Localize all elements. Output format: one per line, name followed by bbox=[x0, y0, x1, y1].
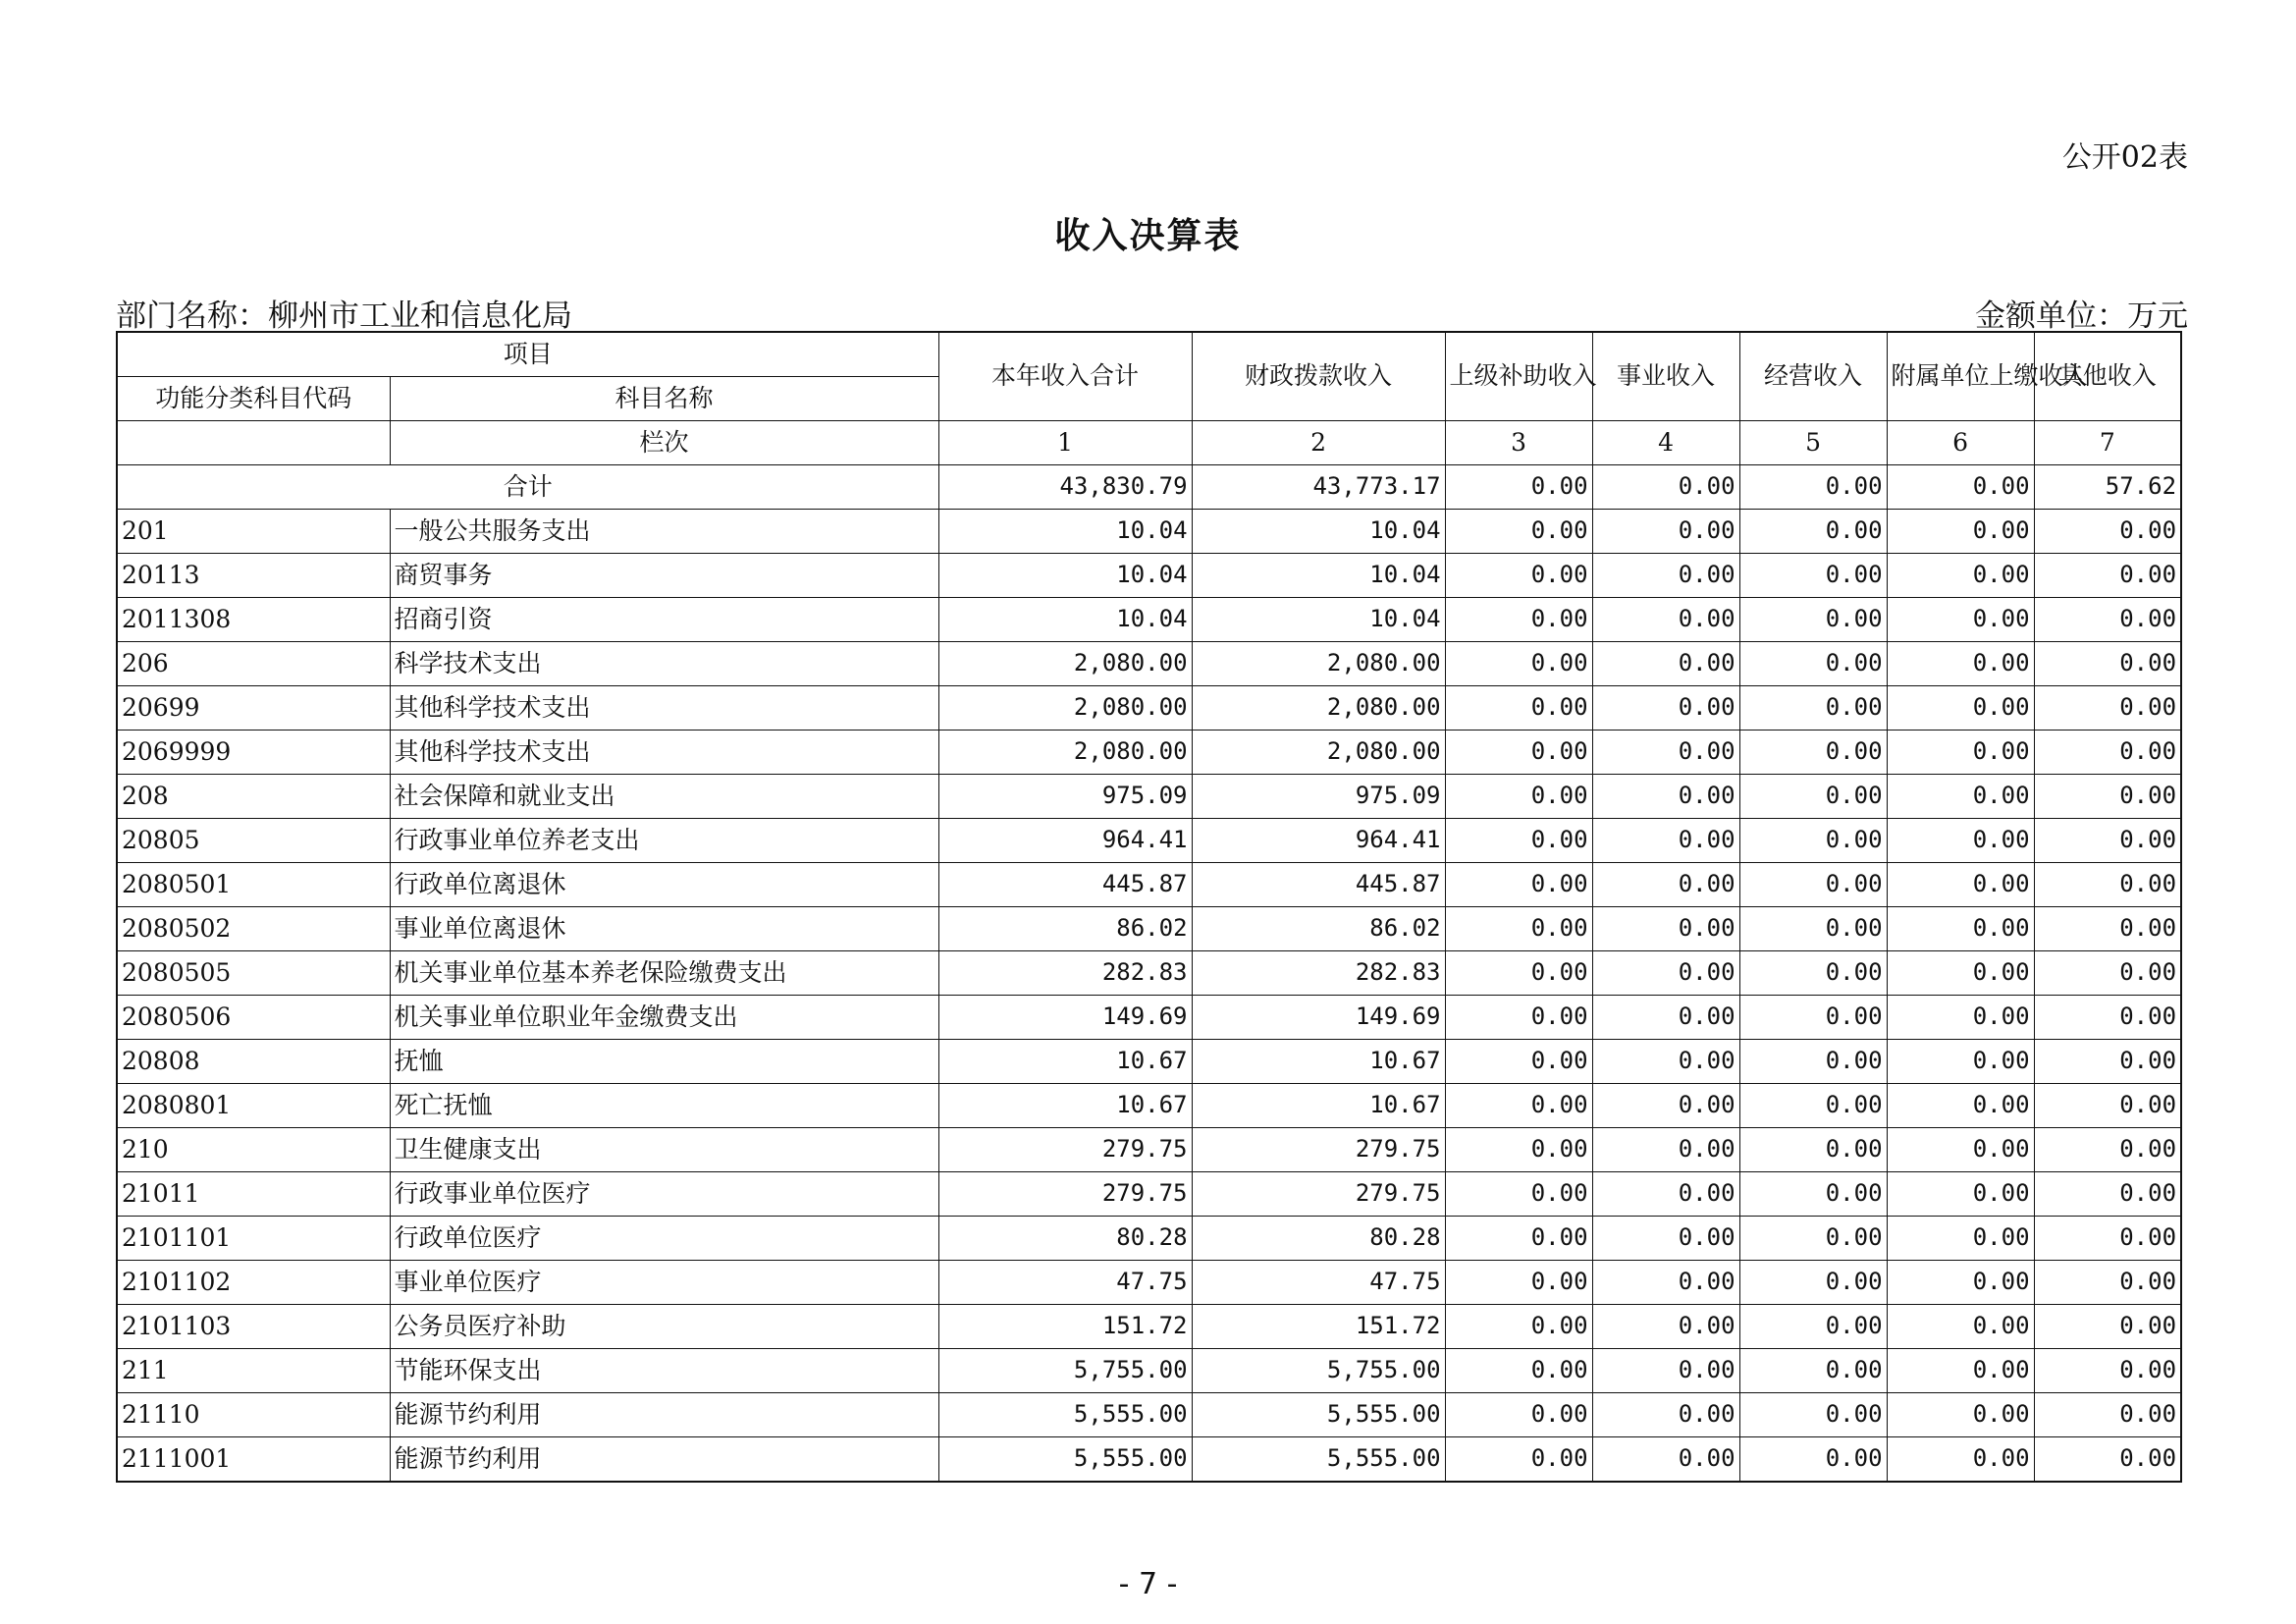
column-index-7: 7 bbox=[2034, 421, 2181, 465]
header-total-income: 本年收入合计 bbox=[938, 332, 1192, 421]
subject-name: 其他科学技术支出 bbox=[390, 731, 938, 775]
amount-cell: 0.00 bbox=[1445, 642, 1592, 686]
amount-cell: 2,080.00 bbox=[938, 642, 1192, 686]
table-row bbox=[117, 951, 2181, 996]
subject-name: 抚恤 bbox=[390, 1040, 938, 1084]
amount-cell: 0.00 bbox=[1739, 907, 1887, 951]
column-index-4: 4 bbox=[1592, 421, 1739, 465]
table-row bbox=[117, 1305, 2181, 1349]
subject-name: 行政单位离退休 bbox=[390, 863, 938, 907]
amount-cell: 0.00 bbox=[1887, 1217, 2034, 1261]
header-operating: 经营收入 bbox=[1739, 332, 1887, 421]
amount-cell: 10.67 bbox=[1192, 1084, 1445, 1128]
amount-cell: 0.00 bbox=[1739, 686, 1887, 731]
amount-cell: 0.00 bbox=[1592, 907, 1739, 951]
amount-cell: 0.00 bbox=[2034, 1349, 2181, 1393]
amount-cell: 0.00 bbox=[1445, 907, 1592, 951]
amount-cell: 0.00 bbox=[2034, 686, 2181, 731]
amount-cell: 0.00 bbox=[1887, 1172, 2034, 1217]
amount-cell: 10.04 bbox=[938, 554, 1192, 598]
header-code: 功能分类科目代码 bbox=[117, 377, 390, 421]
amount-cell: 0.00 bbox=[1739, 951, 1887, 996]
column-index-row bbox=[117, 421, 2181, 465]
amount-cell: 0.00 bbox=[1445, 1128, 1592, 1172]
amount-cell: 0.00 bbox=[1739, 510, 1887, 554]
amount-cell: 47.75 bbox=[938, 1261, 1192, 1305]
amount-cell: 0.00 bbox=[1739, 554, 1887, 598]
amount-cell: 0.00 bbox=[1887, 1305, 2034, 1349]
header-fiscal: 财政拨款收入 bbox=[1192, 332, 1445, 421]
amount-cell: 149.69 bbox=[938, 996, 1192, 1040]
amount-cell: 0.00 bbox=[2034, 996, 2181, 1040]
amount-cell: 0.00 bbox=[1887, 1040, 2034, 1084]
amount-cell: 0.00 bbox=[2034, 1261, 2181, 1305]
subject-code: 2080506 bbox=[117, 996, 390, 1040]
amount-cell: 279.75 bbox=[1192, 1128, 1445, 1172]
amount-cell: 0.00 bbox=[1887, 951, 2034, 996]
amount-cell: 0.00 bbox=[1739, 1040, 1887, 1084]
amount-cell: 0.00 bbox=[1739, 819, 1887, 863]
total-label: 合计 bbox=[117, 465, 938, 510]
header-other: 其他收入 bbox=[2034, 332, 2181, 421]
total-value: 57.62 bbox=[2034, 465, 2181, 510]
amount-cell: 0.00 bbox=[1592, 863, 1739, 907]
subject-name: 科学技术支出 bbox=[390, 642, 938, 686]
page-number: - 7 - bbox=[1118, 1567, 1178, 1601]
amount-cell: 2,080.00 bbox=[938, 731, 1192, 775]
amount-cell: 0.00 bbox=[1739, 642, 1887, 686]
subject-code: 21110 bbox=[117, 1393, 390, 1437]
amount-cell: 0.00 bbox=[1592, 731, 1739, 775]
amount-cell: 5,555.00 bbox=[938, 1393, 1192, 1437]
amount-cell: 0.00 bbox=[1592, 1128, 1739, 1172]
amount-cell: 0.00 bbox=[1887, 1437, 2034, 1483]
subject-code: 2111001 bbox=[117, 1437, 390, 1483]
amount-cell: 0.00 bbox=[1887, 775, 2034, 819]
amount-cell: 445.87 bbox=[1192, 863, 1445, 907]
subject-code: 21011 bbox=[117, 1172, 390, 1217]
subject-code: 2080502 bbox=[117, 907, 390, 951]
subject-name: 机关事业单位基本养老保险缴费支出 bbox=[390, 951, 938, 996]
amount-cell: 0.00 bbox=[1739, 1172, 1887, 1217]
table-row bbox=[117, 510, 2181, 554]
subject-name: 能源节约利用 bbox=[390, 1437, 938, 1483]
amount-cell: 279.75 bbox=[1192, 1172, 1445, 1217]
subject-name: 死亡抚恤 bbox=[390, 1084, 938, 1128]
header-business: 事业收入 bbox=[1592, 332, 1739, 421]
amount-cell: 0.00 bbox=[1739, 1305, 1887, 1349]
amount-cell: 0.00 bbox=[2034, 1305, 2181, 1349]
subject-code: 2080801 bbox=[117, 1084, 390, 1128]
amount-cell: 10.67 bbox=[938, 1084, 1192, 1128]
amount-cell: 0.00 bbox=[1592, 1305, 1739, 1349]
amount-cell: 151.72 bbox=[938, 1305, 1192, 1349]
amount-cell: 0.00 bbox=[1445, 1040, 1592, 1084]
amount-cell: 0.00 bbox=[2034, 1437, 2181, 1483]
amount-cell: 0.00 bbox=[2034, 951, 2181, 996]
amount-cell: 0.00 bbox=[1887, 1261, 2034, 1305]
amount-cell: 0.00 bbox=[2034, 1084, 2181, 1128]
table-row bbox=[117, 642, 2181, 686]
header-row-1 bbox=[117, 332, 2181, 377]
amount-cell: 0.00 bbox=[2034, 642, 2181, 686]
amount-cell: 0.00 bbox=[1739, 1261, 1887, 1305]
amount-cell: 0.00 bbox=[1739, 1084, 1887, 1128]
amount-cell: 0.00 bbox=[2034, 1172, 2181, 1217]
amount-cell: 0.00 bbox=[1592, 951, 1739, 996]
amount-cell: 0.00 bbox=[1445, 1305, 1592, 1349]
table-row bbox=[117, 775, 2181, 819]
table-row bbox=[117, 554, 2181, 598]
amount-cell: 5,555.00 bbox=[938, 1437, 1192, 1483]
amount-cell: 0.00 bbox=[2034, 554, 2181, 598]
amount-cell: 0.00 bbox=[2034, 598, 2181, 642]
amount-cell: 445.87 bbox=[938, 863, 1192, 907]
amount-cell: 0.00 bbox=[1445, 775, 1592, 819]
amount-cell: 0.00 bbox=[2034, 1393, 2181, 1437]
subject-code: 2101103 bbox=[117, 1305, 390, 1349]
amount-cell: 0.00 bbox=[2034, 863, 2181, 907]
total-value: 0.00 bbox=[1592, 465, 1739, 510]
table-row bbox=[117, 1437, 2181, 1483]
subject-code: 2011308 bbox=[117, 598, 390, 642]
subject-name: 公务员医疗补助 bbox=[390, 1305, 938, 1349]
subject-code: 208 bbox=[117, 775, 390, 819]
table-row bbox=[117, 1128, 2181, 1172]
amount-cell: 0.00 bbox=[1887, 863, 2034, 907]
header-affiliated: 附属单位上缴收入 bbox=[1887, 332, 2034, 421]
amount-cell: 2,080.00 bbox=[1192, 731, 1445, 775]
subject-code: 2101101 bbox=[117, 1217, 390, 1261]
total-value: 0.00 bbox=[1739, 465, 1887, 510]
amount-cell: 0.00 bbox=[1592, 510, 1739, 554]
table-row bbox=[117, 1172, 2181, 1217]
subject-name: 能源节约利用 bbox=[390, 1393, 938, 1437]
amount-cell: 0.00 bbox=[1887, 510, 2034, 554]
amount-cell: 0.00 bbox=[1887, 1128, 2034, 1172]
amount-cell: 0.00 bbox=[1887, 731, 2034, 775]
amount-cell: 10.04 bbox=[1192, 598, 1445, 642]
subject-name: 行政单位医疗 bbox=[390, 1217, 938, 1261]
subject-name: 社会保障和就业支出 bbox=[390, 775, 938, 819]
amount-cell: 0.00 bbox=[1887, 554, 2034, 598]
amount-cell: 0.00 bbox=[1445, 686, 1592, 731]
amount-cell: 0.00 bbox=[1445, 1217, 1592, 1261]
amount-cell: 10.04 bbox=[938, 598, 1192, 642]
table-row bbox=[117, 1349, 2181, 1393]
amount-cell: 0.00 bbox=[1592, 554, 1739, 598]
column-index-empty bbox=[117, 421, 390, 465]
amount-cell: 0.00 bbox=[1592, 598, 1739, 642]
total-value: 43,773.17 bbox=[1192, 465, 1445, 510]
amount-cell: 0.00 bbox=[1445, 1437, 1592, 1483]
amount-cell: 0.00 bbox=[1887, 907, 2034, 951]
subject-code: 2080505 bbox=[117, 951, 390, 996]
subject-name: 节能环保支出 bbox=[390, 1349, 938, 1393]
amount-cell: 0.00 bbox=[1445, 951, 1592, 996]
subject-name: 一般公共服务支出 bbox=[390, 510, 938, 554]
amount-cell: 975.09 bbox=[938, 775, 1192, 819]
amount-cell: 80.28 bbox=[938, 1217, 1192, 1261]
table-row bbox=[117, 1261, 2181, 1305]
amount-cell: 975.09 bbox=[1192, 775, 1445, 819]
table-row bbox=[117, 1040, 2181, 1084]
subject-name: 招商引资 bbox=[390, 598, 938, 642]
subject-code: 20699 bbox=[117, 686, 390, 731]
subject-name: 机关事业单位职业年金缴费支出 bbox=[390, 996, 938, 1040]
table-row bbox=[117, 863, 2181, 907]
amount-cell: 0.00 bbox=[1739, 775, 1887, 819]
subject-code: 20808 bbox=[117, 1040, 390, 1084]
amount-cell: 0.00 bbox=[1445, 1172, 1592, 1217]
amount-cell: 0.00 bbox=[1887, 1393, 2034, 1437]
page-title: 收入决算表 bbox=[1054, 216, 1242, 256]
amount-cell: 0.00 bbox=[1887, 996, 2034, 1040]
amount-cell: 0.00 bbox=[1887, 1084, 2034, 1128]
department-name: 部门名称：柳州市工业和信息化局 bbox=[116, 298, 572, 334]
subject-code: 20113 bbox=[117, 554, 390, 598]
amount-cell: 0.00 bbox=[1592, 1349, 1739, 1393]
amount-cell: 0.00 bbox=[1592, 819, 1739, 863]
amount-cell: 0.00 bbox=[1592, 1393, 1739, 1437]
amount-cell: 0.00 bbox=[1739, 731, 1887, 775]
amount-cell: 0.00 bbox=[1739, 863, 1887, 907]
table-row bbox=[117, 686, 2181, 731]
amount-cell: 0.00 bbox=[2034, 1128, 2181, 1172]
amount-unit: 金额单位：万元 bbox=[1975, 298, 2188, 334]
total-value: 0.00 bbox=[1887, 465, 2034, 510]
subject-name: 行政事业单位医疗 bbox=[390, 1172, 938, 1217]
amount-cell: 0.00 bbox=[1592, 1437, 1739, 1483]
total-value: 0.00 bbox=[1445, 465, 1592, 510]
table-row bbox=[117, 1217, 2181, 1261]
amount-cell: 0.00 bbox=[1592, 642, 1739, 686]
table-row bbox=[117, 996, 2181, 1040]
amount-cell: 10.04 bbox=[1192, 510, 1445, 554]
subject-name: 行政事业单位养老支出 bbox=[390, 819, 938, 863]
subject-name: 卫生健康支出 bbox=[390, 1128, 938, 1172]
column-index-2: 2 bbox=[1192, 421, 1445, 465]
amount-cell: 0.00 bbox=[1592, 775, 1739, 819]
subject-code: 2069999 bbox=[117, 731, 390, 775]
subject-name: 事业单位离退休 bbox=[390, 907, 938, 951]
amount-cell: 0.00 bbox=[1445, 1393, 1592, 1437]
amount-cell: 0.00 bbox=[1739, 598, 1887, 642]
amount-cell: 2,080.00 bbox=[1192, 642, 1445, 686]
column-index-1: 1 bbox=[938, 421, 1192, 465]
amount-cell: 86.02 bbox=[1192, 907, 1445, 951]
amount-cell: 0.00 bbox=[1739, 1217, 1887, 1261]
total-row bbox=[117, 465, 2181, 510]
amount-cell: 0.00 bbox=[1592, 996, 1739, 1040]
amount-cell: 0.00 bbox=[1592, 1261, 1739, 1305]
amount-cell: 0.00 bbox=[1739, 1128, 1887, 1172]
amount-cell: 5,755.00 bbox=[938, 1349, 1192, 1393]
amount-cell: 0.00 bbox=[1592, 1040, 1739, 1084]
amount-cell: 10.67 bbox=[1192, 1040, 1445, 1084]
column-index-label: 栏次 bbox=[390, 421, 938, 465]
amount-cell: 0.00 bbox=[1739, 1349, 1887, 1393]
total-value: 43,830.79 bbox=[938, 465, 1192, 510]
amount-cell: 47.75 bbox=[1192, 1261, 1445, 1305]
subject-code: 20805 bbox=[117, 819, 390, 863]
column-index-6: 6 bbox=[1887, 421, 2034, 465]
table-row bbox=[117, 598, 2181, 642]
amount-cell: 282.83 bbox=[938, 951, 1192, 996]
amount-cell: 0.00 bbox=[1445, 996, 1592, 1040]
amount-cell: 0.00 bbox=[2034, 510, 2181, 554]
amount-cell: 0.00 bbox=[2034, 775, 2181, 819]
amount-cell: 149.69 bbox=[1192, 996, 1445, 1040]
amount-cell: 0.00 bbox=[1739, 1393, 1887, 1437]
header-name: 科目名称 bbox=[390, 377, 938, 421]
form-number: 公开02表 bbox=[2061, 140, 2188, 175]
column-index-5: 5 bbox=[1739, 421, 1887, 465]
amount-cell: 0.00 bbox=[1445, 863, 1592, 907]
amount-cell: 0.00 bbox=[1592, 1172, 1739, 1217]
amount-cell: 10.04 bbox=[938, 510, 1192, 554]
amount-cell: 0.00 bbox=[1592, 686, 1739, 731]
amount-cell: 10.04 bbox=[1192, 554, 1445, 598]
amount-cell: 0.00 bbox=[1739, 996, 1887, 1040]
subject-code: 2101102 bbox=[117, 1261, 390, 1305]
amount-cell: 0.00 bbox=[1445, 1084, 1592, 1128]
subject-name: 其他科学技术支出 bbox=[390, 686, 938, 731]
amount-cell: 2,080.00 bbox=[1192, 686, 1445, 731]
amount-cell: 0.00 bbox=[1887, 598, 2034, 642]
subject-code: 210 bbox=[117, 1128, 390, 1172]
amount-cell: 0.00 bbox=[2034, 731, 2181, 775]
amount-cell: 5,755.00 bbox=[1192, 1349, 1445, 1393]
amount-cell: 282.83 bbox=[1192, 951, 1445, 996]
amount-cell: 0.00 bbox=[1739, 1437, 1887, 1483]
amount-cell: 0.00 bbox=[1445, 554, 1592, 598]
amount-cell: 0.00 bbox=[1445, 510, 1592, 554]
amount-cell: 0.00 bbox=[1445, 598, 1592, 642]
amount-cell: 0.00 bbox=[2034, 1217, 2181, 1261]
amount-cell: 86.02 bbox=[938, 907, 1192, 951]
amount-cell: 0.00 bbox=[1445, 819, 1592, 863]
table-row bbox=[117, 1393, 2181, 1437]
amount-cell: 2,080.00 bbox=[938, 686, 1192, 731]
amount-cell: 0.00 bbox=[1445, 1261, 1592, 1305]
table-row bbox=[117, 907, 2181, 951]
amount-cell: 80.28 bbox=[1192, 1217, 1445, 1261]
amount-cell: 0.00 bbox=[1887, 686, 2034, 731]
amount-cell: 0.00 bbox=[1445, 731, 1592, 775]
amount-cell: 0.00 bbox=[1445, 1349, 1592, 1393]
amount-cell: 0.00 bbox=[1592, 1084, 1739, 1128]
amount-cell: 964.41 bbox=[1192, 819, 1445, 863]
subject-name: 商贸事务 bbox=[390, 554, 938, 598]
table-row bbox=[117, 1084, 2181, 1128]
amount-cell: 0.00 bbox=[1887, 819, 2034, 863]
amount-cell: 0.00 bbox=[1887, 1349, 2034, 1393]
amount-cell: 10.67 bbox=[938, 1040, 1192, 1084]
amount-cell: 5,555.00 bbox=[1192, 1437, 1445, 1483]
amount-cell: 0.00 bbox=[2034, 907, 2181, 951]
subject-code: 2080501 bbox=[117, 863, 390, 907]
header-item: 项目 bbox=[117, 332, 938, 377]
amount-cell: 5,555.00 bbox=[1192, 1393, 1445, 1437]
amount-cell: 0.00 bbox=[1887, 642, 2034, 686]
table-row bbox=[117, 819, 2181, 863]
amount-cell: 964.41 bbox=[938, 819, 1192, 863]
amount-cell: 279.75 bbox=[938, 1172, 1192, 1217]
subject-code: 201 bbox=[117, 510, 390, 554]
income-table bbox=[116, 331, 2182, 1483]
amount-cell: 0.00 bbox=[2034, 1040, 2181, 1084]
amount-cell: 0.00 bbox=[1592, 1217, 1739, 1261]
subject-name: 事业单位医疗 bbox=[390, 1261, 938, 1305]
table-row bbox=[117, 731, 2181, 775]
amount-cell: 279.75 bbox=[938, 1128, 1192, 1172]
column-index-3: 3 bbox=[1445, 421, 1592, 465]
subject-code: 206 bbox=[117, 642, 390, 686]
subject-code: 211 bbox=[117, 1349, 390, 1393]
header-superior: 上级补助收入 bbox=[1445, 332, 1592, 421]
amount-cell: 0.00 bbox=[2034, 819, 2181, 863]
amount-cell: 151.72 bbox=[1192, 1305, 1445, 1349]
